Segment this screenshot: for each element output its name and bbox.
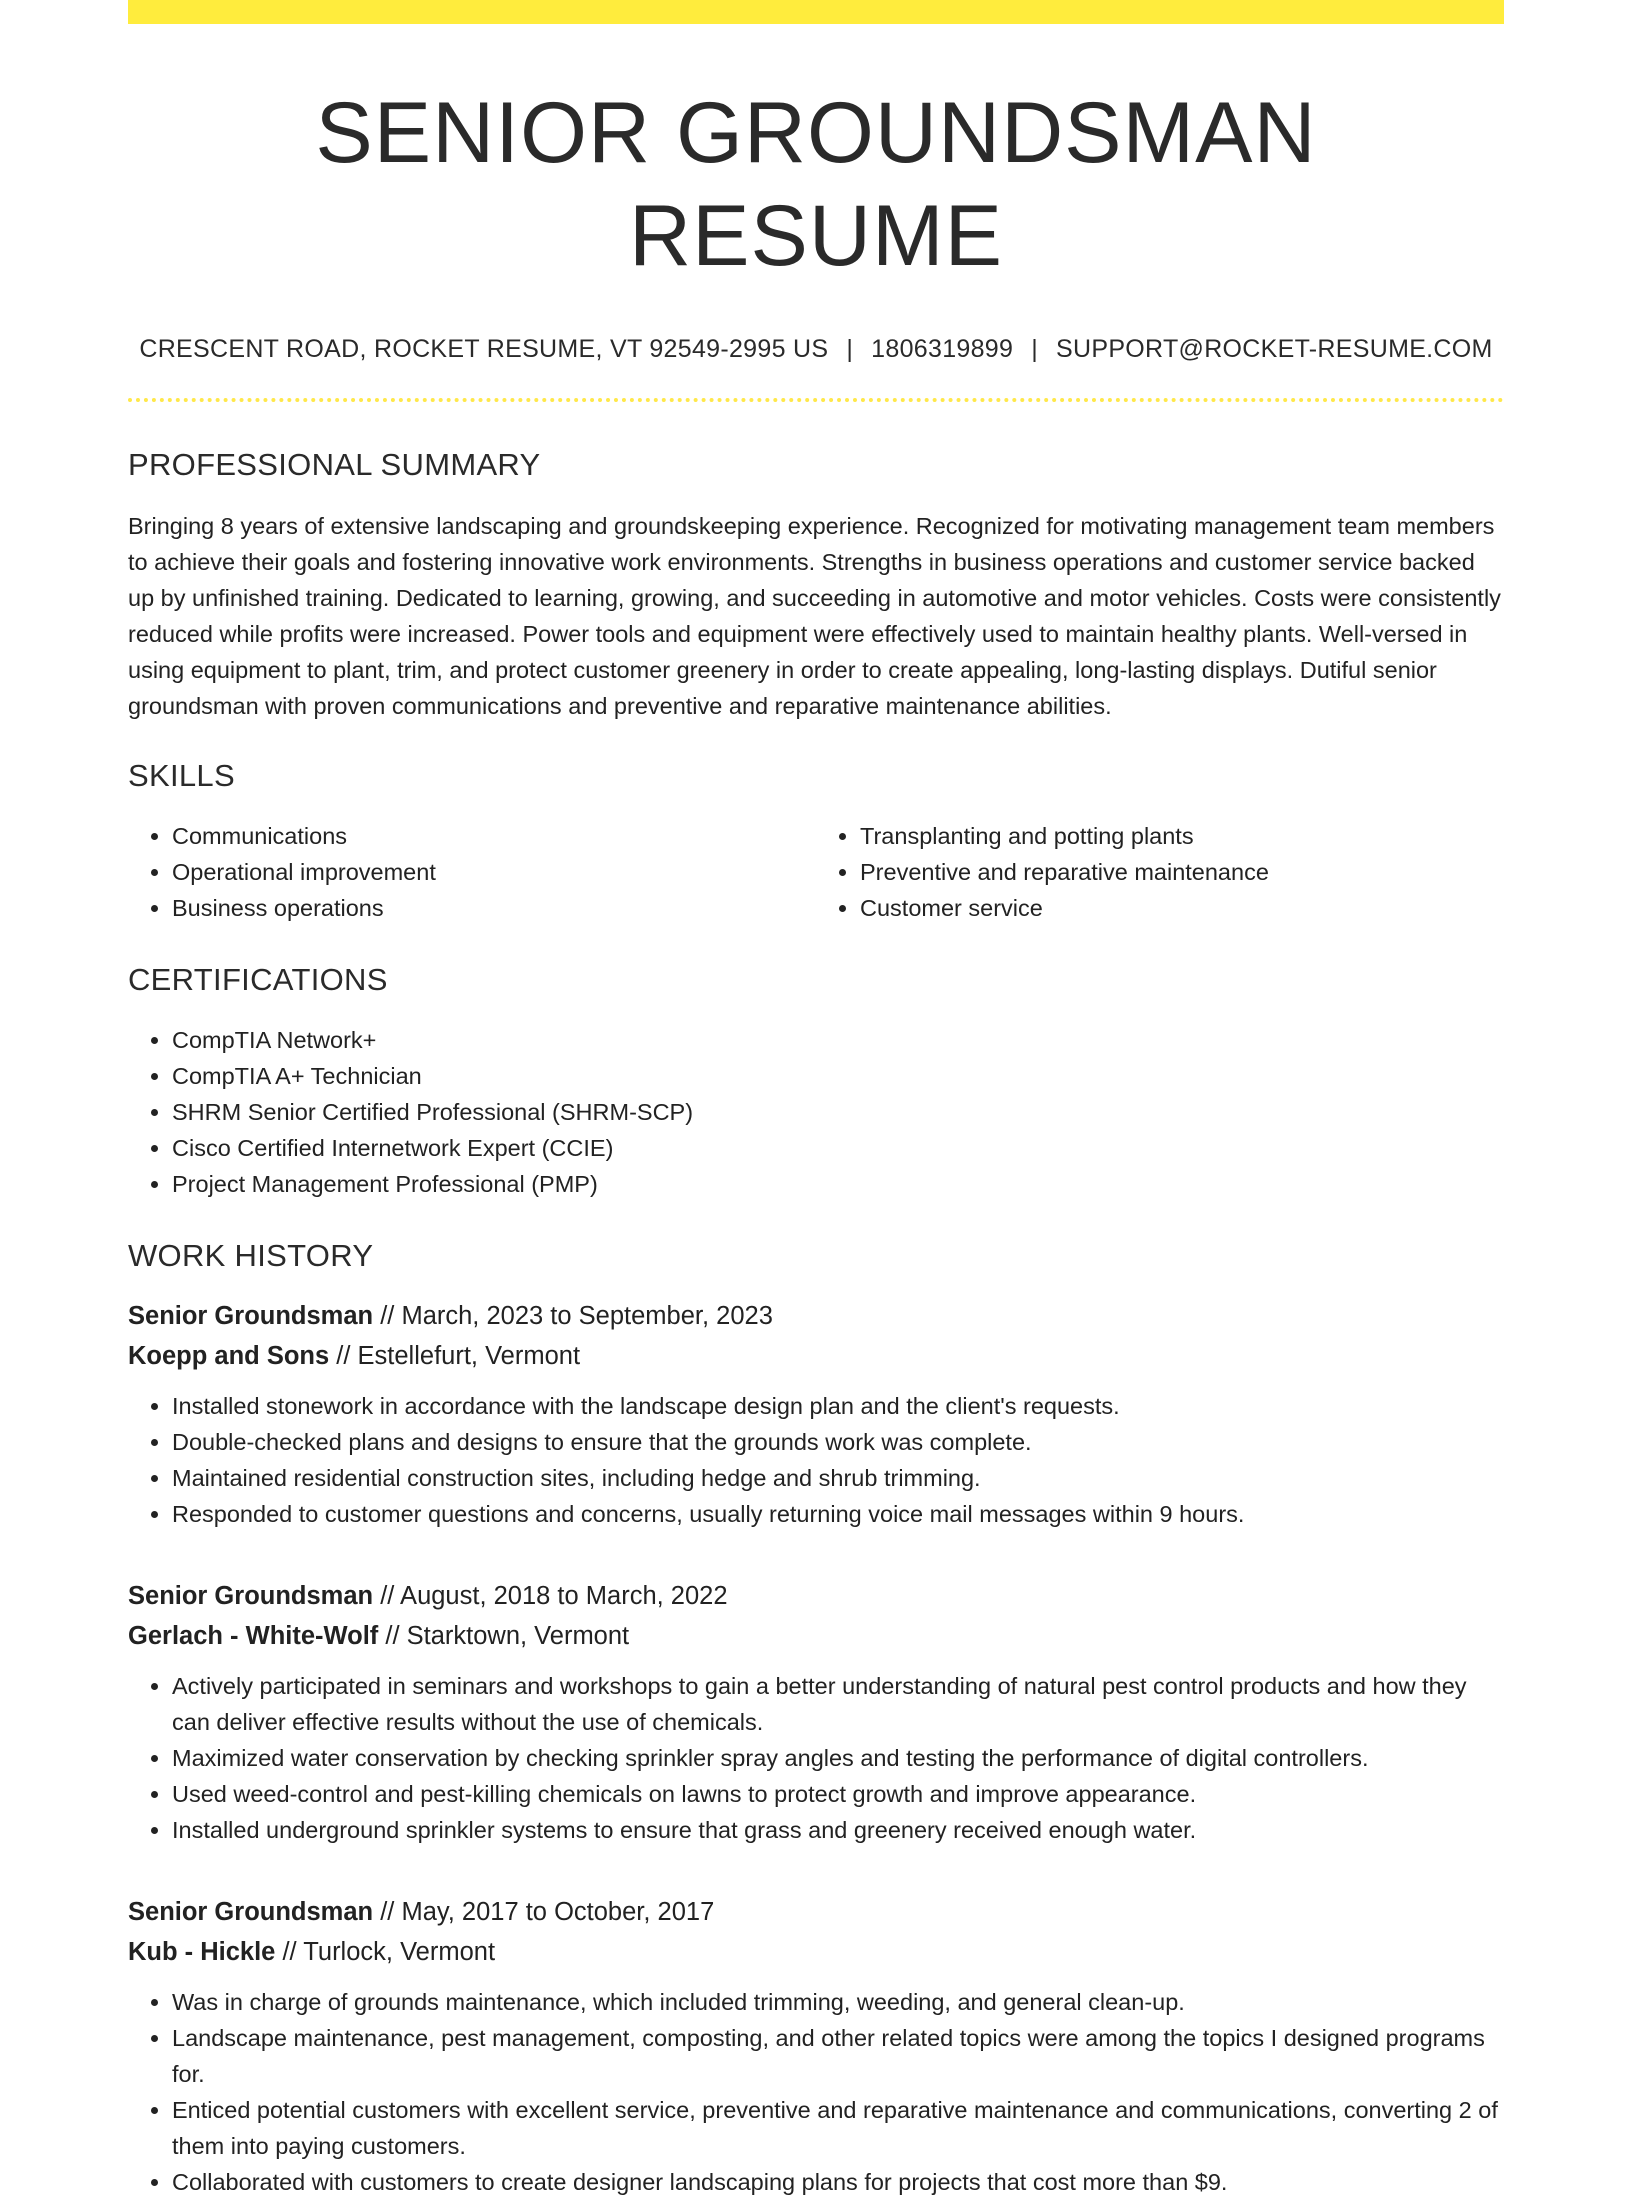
job-bullets <box>128 1984 1504 2200</box>
job-location: // Estellefurt, Vermont <box>329 1342 581 1371</box>
job-title: Senior Groundsman <box>128 1582 374 1611</box>
list-item: • Installed underground sprinkler systems to ensure that grass and greenery received enough water. <box>172 1812 1504 1848</box>
list-item: • Installed stonework in accordance with the landscape design plan and the client's requests. <box>172 1388 1504 1424</box>
list-item: • Collaborated with customers to create designer landscaping plans for projects that cost more than $9. <box>172 2164 1504 2200</box>
job-company: Gerlach - White-Wolf <box>128 1622 379 1651</box>
skills-list-left <box>128 818 816 926</box>
resume-page <box>128 0 1504 2196</box>
job-location: // Turlock, Vermont <box>275 1938 496 1967</box>
certifications-list <box>128 1022 1504 1202</box>
list-item: • SHRM Senior Certified Professional (SHRM-SCP) <box>172 1094 1504 1130</box>
list-item: • Communications <box>172 818 816 854</box>
page-title: SENIOR GROUNDSMAN RESUME <box>315 85 1317 285</box>
job-title: Senior Groundsman <box>128 1898 374 1927</box>
job-company-line <box>128 1336 1504 1376</box>
summary-heading: PROFESSIONAL SUMMARY <box>128 447 541 483</box>
contact-phone: 1806319899 <box>871 335 1014 364</box>
job-title-line <box>128 1576 1504 1616</box>
list-item: • Project Management Professional (PMP) <box>172 1166 1504 1202</box>
list-item: • CompTIA A+ Technician <box>172 1058 1504 1094</box>
list-item: • CompTIA Network+ <box>172 1022 1504 1058</box>
skills-list-right <box>816 818 1504 926</box>
skills-heading: SKILLS <box>128 757 235 793</box>
certifications-section <box>128 961 1504 1202</box>
list-item: • Maximized water conservation by checking sprinkler spray angles and testing the performance of digital controllers. <box>172 1740 1504 1776</box>
header-divider <box>128 398 1504 402</box>
job-dates: // March, 2023 to September, 2023 <box>373 1302 773 1331</box>
job-dates: // May, 2017 to October, 2017 <box>373 1898 715 1927</box>
list-item: • Transplanting and potting plants <box>860 818 1504 854</box>
job-company: Kub - Hickle <box>128 1938 276 1967</box>
work-history-heading: WORK HISTORY <box>128 1237 374 1273</box>
list-item: • Customer service <box>860 890 1504 926</box>
contact-email[interactable]: SUPPORT@ROCKET-RESUME.COM <box>1056 335 1493 364</box>
accent-bar <box>128 0 1504 24</box>
list-item: • Maintained residential construction sites, including hedge and shrub trimming. <box>172 1460 1504 1496</box>
list-item: • Preventive and reparative maintenance <box>860 854 1504 890</box>
contact-line <box>128 334 1504 364</box>
list-item: • Responded to customer questions and concerns, usually returning voice mail messages within 9 hours. <box>172 1496 1504 1532</box>
list-item: • Landscape maintenance, pest management, composting, and other related topics were among the topics I designed programs for. <box>172 2020 1504 2092</box>
contact-separator: | <box>846 335 854 364</box>
job-entry <box>128 1296 1504 1532</box>
job-title: Senior Groundsman <box>128 1302 374 1331</box>
contact-separator: | <box>1031 335 1039 364</box>
job-title-line <box>128 1296 1504 1336</box>
list-item: • Used weed-control and pest-killing chemicals on lawns to protect growth and improve appearance. <box>172 1776 1504 1812</box>
job-company-line <box>128 1616 1504 1656</box>
job-company: Koepp and Sons <box>128 1342 330 1371</box>
list-item: • Enticed potential customers with excellent service, preventive and reparative maintenance and communications, converting 2 of them into paying customers. <box>172 2092 1504 2164</box>
job-entry <box>128 1576 1504 1848</box>
job-bullets <box>128 1668 1504 1848</box>
list-item: • Operational improvement <box>172 854 816 890</box>
list-item: • Cisco Certified Internetwork Expert (CCIE) <box>172 1130 1504 1166</box>
skills-section <box>128 757 1504 926</box>
job-company-line <box>128 1932 1504 1972</box>
contact-address: CRESCENT ROAD, ROCKET RESUME, VT 92549-2995 US <box>139 335 829 364</box>
skills-grid <box>128 818 1504 926</box>
list-item: • Double-checked plans and designs to ensure that the grounds work was complete. <box>172 1424 1504 1460</box>
certifications-heading: CERTIFICATIONS <box>128 961 388 997</box>
summary-text: Bringing 8 years of extensive landscaping and groundskeeping experience. Recognized for motivating management team members to achieve their goals and fostering innovative work environments. Strengths in business operations and customer service backed up by unfinished training. Dedicated to learning, growing, and succeeding in automotive and motor vehicles. Costs were consistently reduced while profits were increased. Power tools and equipment were effectively used to maintain healthy plants. Well-versed in using equipment to plant, trim, and protect customer greenery in order to create appealing, long-lasting displays. Dutiful senior groundsman with proven communications and preventive and reparative maintenance abilities. <box>128 512 1501 719</box>
list-item: • Actively participated in seminars and workshops to gain a better understanding of natural pest control products and how they can deliver effective results without the use of chemicals. <box>172 1668 1504 1740</box>
job-location: // Starktown, Vermont <box>378 1622 630 1651</box>
work-history-section <box>128 1237 1504 2200</box>
summary-section <box>128 446 1504 723</box>
job-entry <box>128 1892 1504 2200</box>
job-dates: // August, 2018 to March, 2022 <box>373 1582 728 1611</box>
list-item: • Was in charge of grounds maintenance, which included trimming, weeding, and general clean-up. <box>172 1984 1504 2020</box>
job-title-line <box>128 1892 1504 1932</box>
list-item: • Business operations <box>172 890 816 926</box>
job-bullets <box>128 1388 1504 1532</box>
